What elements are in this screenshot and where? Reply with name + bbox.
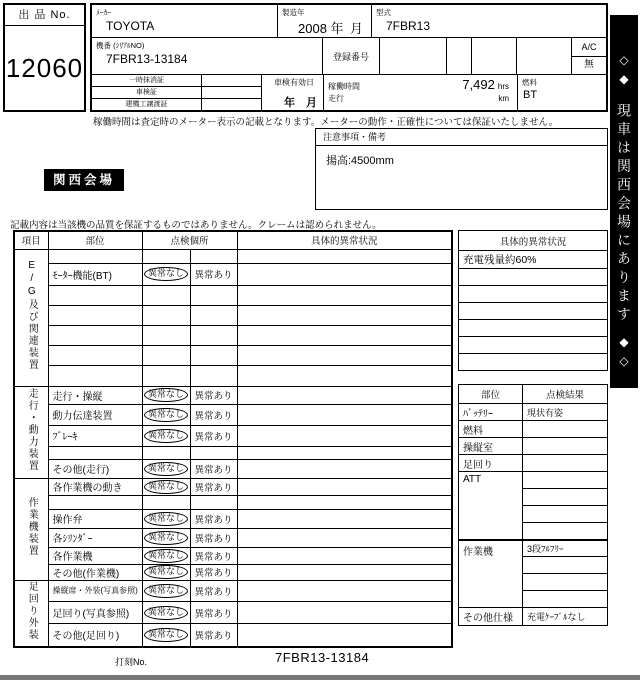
result-value-att <box>523 489 608 506</box>
section-label-travel-power: 走行・動力装置 <box>14 386 48 478</box>
maker-cell <box>92 5 278 38</box>
cert-deregistration-label: 一時抹消証 <box>92 75 202 86</box>
detail-cell <box>237 285 452 305</box>
detail-cell <box>237 601 452 624</box>
check-ng-cell: 異常あり <box>190 564 237 580</box>
part-other-undercarriage: その他(足回り) <box>48 624 142 647</box>
remarks-title: 注意事項・備考 <box>316 129 607 146</box>
abnormal-detail-row <box>459 337 608 354</box>
check-ng-cell: 異常あり <box>190 624 237 647</box>
part-work-attachments: 各作業機 <box>48 547 142 564</box>
meter-disclaimer-note: 稼働時間は査定時のメーター表示の記載となります。メーターの動作・正確性については保証いたしません。 <box>93 117 559 128</box>
cert-shaken-label: 車検証 <box>92 87 202 98</box>
check-ng-cell <box>190 285 237 305</box>
abnormal-none-circle: 異常なし <box>144 429 188 443</box>
result-part-work-equipment: 作業機 <box>459 540 523 608</box>
detail-cell <box>237 386 452 404</box>
check-ok-cell <box>142 305 190 325</box>
detail-cell <box>237 325 452 345</box>
part-cell-empty <box>48 325 142 345</box>
result-part-att: ATT <box>459 472 523 540</box>
result-col-result: 点検結果 <box>523 385 608 404</box>
certificate-row <box>92 75 261 87</box>
empty-cell <box>202 99 261 110</box>
fuel-cell <box>518 75 606 110</box>
abnormal-none-circle: 異常なし <box>144 462 188 476</box>
expiry-year-unit: 年 <box>284 97 295 109</box>
abnormal-none-circle: 異常なし <box>144 267 188 281</box>
check-ok-cell <box>142 624 190 647</box>
result-value-mast: 3段ﾌﾙﾌﾘｰ <box>523 540 608 557</box>
col-header-part: 部位 <box>48 231 142 249</box>
result-value-undercarriage <box>523 455 608 472</box>
manufacture-year-cell <box>278 5 372 38</box>
check-ok-cell <box>142 249 190 263</box>
abnormal-none-circle: 異常なし <box>144 584 188 598</box>
col-header-item: 項目 <box>14 231 48 249</box>
check-ng-cell: 異常あり <box>190 404 237 425</box>
abnormal-detail-row <box>459 320 608 337</box>
part-cell-empty <box>48 249 142 263</box>
col-header-check: 点検個所 <box>142 231 237 249</box>
stamp-number-label: 打刻No. <box>115 657 148 667</box>
detail-cell <box>237 249 452 263</box>
fuel-value: BT <box>523 89 538 101</box>
part-control-valve: 操作弁 <box>48 509 142 528</box>
result-part-undercarriage: 足回り <box>459 455 523 472</box>
certificate-row <box>92 99 261 110</box>
detail-cell <box>237 425 452 446</box>
model-label: 型式 <box>376 8 391 17</box>
section-label-work-equipment: 作業機装置 <box>14 478 48 580</box>
result-value-att <box>523 523 608 540</box>
section-label-undercarriage: 足回り外装 <box>14 580 48 647</box>
detail-cell <box>237 528 452 547</box>
result-part-other-spec: その他仕様 <box>459 608 523 626</box>
check-ng-cell <box>190 446 237 459</box>
listing-number-label: 出 品 No. <box>5 5 84 26</box>
stamp-number-value: 7FBR13-13184 <box>275 650 370 665</box>
part-travel-steering: 走行・操縦 <box>48 386 142 404</box>
abnormal-none-circle: 異常なし <box>144 531 188 545</box>
result-part-battery: ﾊﾞｯﾃﾘｰ <box>459 404 523 421</box>
detail-cell <box>237 564 452 580</box>
detail-cell <box>237 446 452 459</box>
result-value-work <box>523 557 608 574</box>
check-ng-cell <box>190 495 237 509</box>
diamond-icons-top: ◇◆ <box>617 53 631 91</box>
part-cell-empty <box>48 495 142 509</box>
result-value-charging-cable: 充電ｹｰﾌﾞﾙなし <box>523 608 608 626</box>
check-ok-cell <box>142 478 190 495</box>
ac-label: A/C <box>572 38 606 57</box>
result-value-att <box>523 506 608 523</box>
fuel-label: 燃料 <box>522 78 537 87</box>
detail-cell <box>237 404 452 425</box>
manufacture-month-unit: 月 <box>349 21 363 36</box>
abnormal-none-circle: 異常なし <box>144 480 188 494</box>
operating-hours-cell <box>324 75 518 110</box>
inspection-expiry-cell <box>262 75 324 110</box>
part-power-transmission: 動力伝達装置 <box>48 404 142 425</box>
check-ng-cell: 異常あり <box>190 528 237 547</box>
check-ng-cell <box>190 325 237 345</box>
operating-hours-value: 7,492 <box>462 77 495 92</box>
check-ng-cell <box>190 345 237 365</box>
check-ok-cell <box>142 547 190 564</box>
result-part-fuel: 燃料 <box>459 421 523 438</box>
detail-cell <box>237 624 452 647</box>
part-brake: ﾌﾞﾚｰｷ <box>48 425 142 446</box>
result-value-battery: 現状有姿 <box>523 404 608 421</box>
empty-cell <box>517 38 572 75</box>
check-ok-cell <box>142 528 190 547</box>
serial-value: 7FBR13-13184 <box>106 52 188 66</box>
check-ok-cell <box>142 509 190 528</box>
registration-number-label: 登録番号 <box>332 51 369 62</box>
check-ng-cell <box>190 249 237 263</box>
part-cell-empty <box>48 345 142 365</box>
manufacture-year-value: 2008 年 <box>298 21 344 36</box>
result-value-cabin <box>523 438 608 455</box>
serial-label: 機番 (ｼﾘｱﾙNO) <box>96 41 145 50</box>
operating-hours-unit: hrs <box>497 82 509 91</box>
check-ng-cell: 異常あり <box>190 509 237 528</box>
abnormal-none-circle: 異常なし <box>144 628 188 642</box>
abnormal-none-circle: 異常なし <box>144 549 188 563</box>
detail-cell <box>237 263 452 285</box>
abnormal-panel-title: 具体的異常状況 <box>459 231 608 251</box>
mileage-label: 走行 <box>328 94 344 103</box>
maker-value: TOYOTA <box>106 19 155 33</box>
abnormal-detail-row <box>459 303 608 320</box>
check-ng-cell: 異常あり <box>190 263 237 285</box>
abnormal-none-circle: 異常なし <box>144 565 188 579</box>
empty-cell <box>202 87 261 98</box>
check-ng-cell: 異常あり <box>190 601 237 624</box>
check-ok-cell <box>142 345 190 365</box>
result-part-cabin: 操縦室 <box>459 438 523 455</box>
ac-cell <box>572 38 606 75</box>
mileage-unit: km <box>498 94 509 103</box>
check-ok-cell <box>142 325 190 345</box>
listing-number-value: 12060 <box>5 52 84 83</box>
scan-edge-strip <box>0 675 640 680</box>
certificate-row <box>92 87 261 99</box>
diamond-icons-bottom: ◆◇ <box>617 335 631 373</box>
empty-cell <box>472 38 517 75</box>
check-ok-cell <box>142 495 190 509</box>
side-banner-text: 現車は関西会場にあります <box>616 103 632 325</box>
abnormal-detail-row <box>459 269 608 286</box>
result-value-att <box>523 472 608 489</box>
empty-cell <box>202 75 261 86</box>
empty-cell <box>447 38 472 75</box>
manufacture-year-label: 製造年 <box>282 8 305 17</box>
detail-cell <box>237 345 452 365</box>
part-cell-empty <box>48 446 142 459</box>
maker-label: ﾒｰｶｰ <box>96 8 111 17</box>
section-label-engine: E/G及び関連装置 <box>14 249 48 386</box>
check-ng-cell: 異常あり <box>190 425 237 446</box>
detail-cell <box>237 509 452 528</box>
inspection-result-panel <box>458 384 608 626</box>
part-work-equipment-movement: 各作業機の動き <box>48 478 142 495</box>
abnormal-detail-panel <box>458 230 608 371</box>
check-ok-cell <box>142 386 190 404</box>
inspection-table <box>13 230 453 648</box>
result-value-work <box>523 574 608 591</box>
result-value-work <box>523 591 608 608</box>
model-value: 7FBR13 <box>386 19 431 33</box>
serial-cell <box>92 38 323 75</box>
detail-cell <box>237 459 452 478</box>
check-ok-cell <box>142 446 190 459</box>
check-ng-cell: 異常あり <box>190 580 237 601</box>
abnormal-detail-row: 充電残量約60% <box>459 251 608 269</box>
check-ok-cell <box>142 459 190 478</box>
check-ok-cell <box>142 564 190 580</box>
part-cabin-exterior: 操縦席・外装(写真参照) <box>48 580 142 601</box>
check-ng-cell: 異常あり <box>190 478 237 495</box>
abnormal-none-circle: 異常なし <box>144 512 188 526</box>
detail-cell <box>237 547 452 564</box>
check-ok-cell <box>142 285 190 305</box>
check-ng-cell <box>190 365 237 386</box>
ac-value: 無 <box>584 59 594 70</box>
detail-cell <box>237 365 452 386</box>
part-cell-empty <box>48 285 142 305</box>
certificates-cell <box>92 75 262 110</box>
part-other-work-equipment: その他(作業機) <box>48 564 142 580</box>
part-cell-empty <box>48 365 142 386</box>
check-ok-cell <box>142 365 190 386</box>
remarks-box <box>315 128 608 210</box>
part-other-travel: その他(走行) <box>48 459 142 478</box>
result-value-fuel <box>523 421 608 438</box>
check-ng-cell <box>190 305 237 325</box>
check-ok-cell <box>142 425 190 446</box>
empty-cell <box>380 38 447 75</box>
venue-side-banner <box>610 15 638 388</box>
abnormal-detail-row <box>459 354 608 371</box>
part-cylinders: 各ｼﾘﾝﾀﾞｰ <box>48 528 142 547</box>
machine-header-table <box>90 3 608 112</box>
abnormal-detail-row <box>459 286 608 303</box>
detail-cell <box>237 495 452 509</box>
detail-cell <box>237 580 452 601</box>
listing-number-box <box>3 3 86 112</box>
check-ng-cell: 異常あり <box>190 459 237 478</box>
venue-badge: 関西会場 <box>44 169 124 191</box>
registration-number-cell <box>323 38 380 75</box>
detail-cell <box>237 305 452 325</box>
check-ng-cell: 異常あり <box>190 547 237 564</box>
expiry-month-unit: 月 <box>306 97 317 109</box>
model-cell <box>372 5 606 38</box>
abnormal-none-circle: 異常なし <box>144 388 188 402</box>
check-ok-cell <box>142 580 190 601</box>
col-header-detail: 具体的異常状況 <box>237 231 452 249</box>
check-ok-cell <box>142 601 190 624</box>
check-ok-cell <box>142 263 190 285</box>
abnormal-none-circle: 異常なし <box>144 408 188 422</box>
detail-cell <box>237 478 452 495</box>
remarks-content: 揚高:4500mm <box>326 155 394 167</box>
check-ng-cell: 異常あり <box>190 386 237 404</box>
part-motor-function: ﾓｰﾀｰ機能(BT) <box>48 263 142 285</box>
abnormal-none-circle: 異常なし <box>144 606 188 620</box>
operating-hours-label: 稼働時間 <box>328 82 360 91</box>
cert-transfer-label: 建機工譲渡証 <box>92 99 202 110</box>
quality-disclaimer: 記載内容は当該機の品質を保証するものではありません。クレームは認められません。 <box>10 220 382 231</box>
result-col-part: 部位 <box>459 385 523 404</box>
check-ok-cell <box>142 404 190 425</box>
part-undercarriage: 足回り(写真参照) <box>48 601 142 624</box>
part-cell-empty <box>48 305 142 325</box>
inspection-expiry-label: 車検有効日 <box>274 78 314 87</box>
